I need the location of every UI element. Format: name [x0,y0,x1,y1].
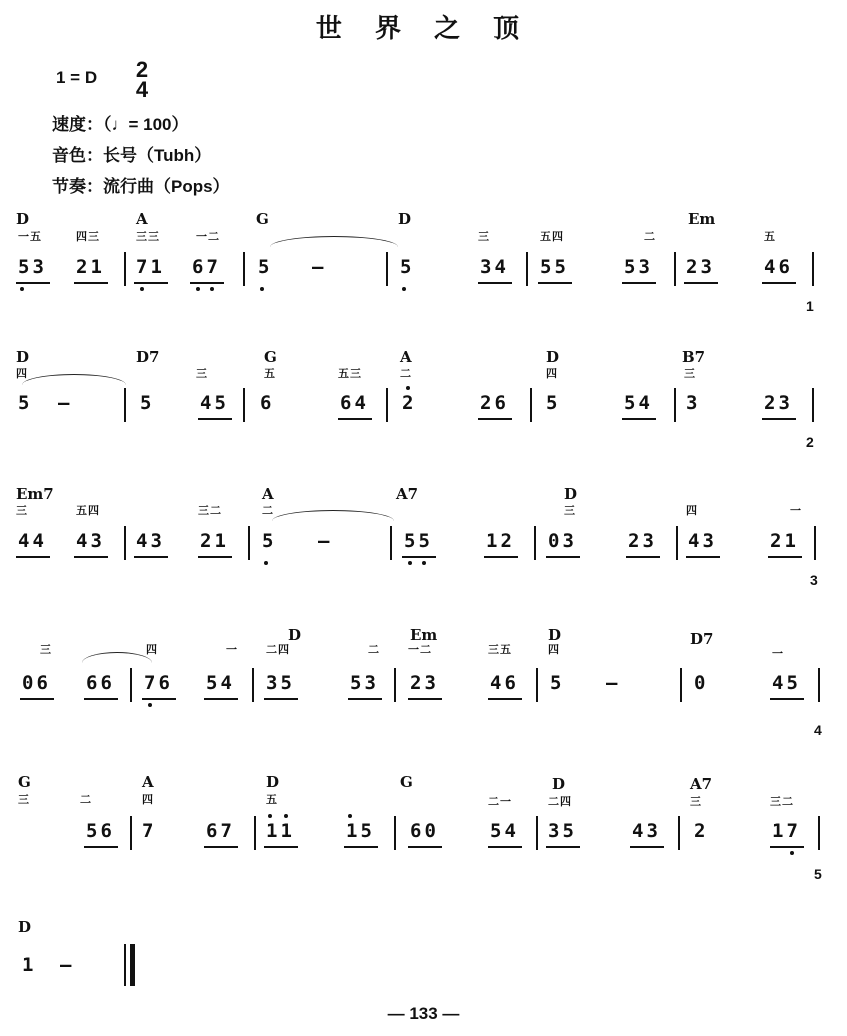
octave-dot [148,703,152,707]
bass-marker: 四 [142,793,154,806]
bar-line [678,816,680,850]
note-group: 46 [490,672,519,694]
bass-marker: 一二 [408,643,432,656]
note-group: 26 [480,392,509,414]
note-group: 53 [350,672,379,694]
note-group: 76 [144,672,173,694]
underline [626,556,660,558]
chord: A [136,210,148,228]
bass-marker: 一 [772,647,784,660]
underline [84,698,118,700]
bass-marker: 三 [564,504,576,517]
chord: Em7 [16,485,54,503]
bass-marker: 四三 [76,230,100,243]
note-group: 3 [686,392,701,414]
note-group: 54 [490,820,519,842]
note-group: 54 [206,672,235,694]
bass-marker: 五四 [76,504,100,517]
page-number: — 133 — [387,1004,460,1023]
bar-line [526,252,528,286]
octave-dot [260,287,264,291]
note-group: 5 [400,256,415,278]
tie-slur [272,510,394,521]
note-group: 64 [340,392,369,414]
bass-marker: 一 [226,643,238,656]
underline [684,282,718,284]
note-group: 2 [402,392,417,414]
bar-line [812,252,814,286]
bass-marker: 四 [686,504,698,517]
chord: A [142,773,154,791]
bar-line [812,388,814,422]
underline [478,418,512,420]
bar-line [536,668,538,702]
note-group: 43 [76,530,105,552]
note-group: 66 [86,672,115,694]
bar-line [248,526,250,560]
bass-marker: 三 [690,795,702,808]
chord: A7 [690,775,713,793]
octave-dot [20,287,24,291]
bar-line [390,526,392,560]
chord: G [400,773,413,791]
note-group: 1 [22,954,37,976]
note-group: 67 [206,820,235,842]
underline [488,698,522,700]
bar-line [674,252,676,286]
note-group: 0 [694,672,709,694]
bar-line [254,816,256,850]
note-group: 55 [404,530,433,552]
chord: D [16,348,30,366]
note-group: 7 [142,820,157,842]
note-group: 21 [200,530,229,552]
final-bar-line [130,944,135,986]
underline [264,698,298,700]
bass-marker: 四 [548,643,560,656]
note-group: 60 [410,820,439,842]
tempo-label: 速度：（♩= 100） [52,115,189,134]
chord: D [266,773,280,791]
bass-marker: 三 [16,504,28,517]
chord: D [548,626,562,644]
underline [484,556,518,558]
underline [198,418,232,420]
chord: D [18,918,32,936]
note-group: — [606,672,621,694]
bar-line [243,252,245,286]
note-group: 11 [266,820,295,842]
bar-line [534,526,536,560]
bar-line [674,388,676,422]
chord: G [264,348,277,366]
underline [770,698,804,700]
underline [768,556,802,558]
octave-dot [196,287,200,291]
underline [770,846,804,848]
chord: A [262,485,274,503]
note-group: 55 [540,256,569,278]
note-group: 5 [262,530,277,552]
bar-line [386,388,388,422]
tie-slur [82,652,152,663]
underline [762,418,796,420]
octave-dot [422,561,426,565]
octave-dot [140,287,144,291]
octave-dot [284,814,288,818]
note-group: 23 [764,392,793,414]
bass-marker: 三 [684,367,696,380]
tie-slur [270,236,398,247]
note-group: 43 [688,530,717,552]
bass-marker: 三 [196,367,208,380]
note-group: 15 [346,820,375,842]
rhythm-label: 节奏：流行曲（Pops） [52,177,230,196]
note-group: — [60,954,75,976]
bar-line [394,668,396,702]
underline [74,282,108,284]
bass-marker: 二 [368,643,380,656]
bass-marker: 五 [264,367,276,380]
bass-marker: 二 [80,793,92,806]
note-group: 35 [266,672,295,694]
note-group: 6 [260,392,275,414]
underline [538,282,572,284]
note-group: 46 [764,256,793,278]
underline [338,418,372,420]
chord: D [552,775,566,793]
underline [408,698,442,700]
chord: D7 [136,348,160,366]
time-signature-bottom: 4 [135,77,149,102]
underline [488,846,522,848]
bass-marker: 三 [18,793,30,806]
note-group: 2 [694,820,709,842]
note-group: — [318,530,333,552]
underline [546,846,580,848]
chord: Em [688,210,716,228]
bass-marker: 四 [146,643,158,656]
note-group: 17 [772,820,801,842]
bass-marker: 三二 [198,504,222,517]
bar-line [680,668,682,702]
underline [630,846,664,848]
chord: G [256,210,269,228]
note-group: 5 [140,392,155,414]
bass-marker: 二 [262,504,274,517]
underline [74,556,108,558]
bass-marker: 五 [764,230,776,243]
bar-line [818,668,820,702]
bar-line [676,526,678,560]
underline [84,846,118,848]
chord: D [564,485,578,503]
note-group: 43 [136,530,165,552]
note-group: 23 [686,256,715,278]
note-group: 12 [486,530,515,552]
bass-marker: 五四 [540,230,564,243]
underline [546,556,580,558]
time-signature [128,57,156,102]
bass-marker: 二 [400,367,412,380]
bass-marker: 三 [478,230,490,243]
note-group: 45 [772,672,801,694]
page-title: 世 界 之 顶 [315,14,532,44]
chord: D [398,210,412,228]
note-group: 43 [632,820,661,842]
chord: Em [410,626,438,644]
bass-marker: 三三 [136,230,160,243]
note-group: 45 [200,392,229,414]
underline [20,698,54,700]
underline [134,282,168,284]
key-signature: 1 = D [56,68,98,87]
bass-marker: 二一 [488,795,512,808]
bar-line [818,816,820,850]
time-signature-top: 2 [135,57,149,82]
bass-marker: 一五 [18,230,42,243]
note-group: 23 [410,672,439,694]
row-number: 1 [806,298,814,314]
bar-line [814,526,816,560]
note-group: — [312,256,327,278]
bar-line [394,816,396,850]
row-number: 5 [814,866,822,882]
chord: D [288,626,302,644]
underline [16,282,50,284]
bass-marker: 二四 [548,795,572,808]
underline [402,556,436,558]
chord: B7 [682,348,706,366]
bar-line [124,388,126,422]
bar-line [252,668,254,702]
bar-line [124,252,126,286]
octave-dot [406,386,410,390]
bass-marker: 三二 [770,795,794,808]
note-group: 53 [624,256,653,278]
underline [204,846,238,848]
chord: D [546,348,560,366]
underline [348,698,382,700]
bass-marker: 三五 [488,643,512,656]
bar-line [130,816,132,850]
note-group: 21 [770,530,799,552]
bar-line [124,526,126,560]
note-group: 54 [624,392,653,414]
row-number: 4 [814,722,822,738]
row-number: 2 [806,434,814,450]
underline [190,282,224,284]
note-group: 44 [18,530,47,552]
bar-line [243,388,245,422]
octave-dot [402,287,406,291]
octave-dot [268,814,272,818]
note-group: 71 [136,256,165,278]
timbre-label: 音色：长号（Tubh） [52,146,212,165]
note-group: 5 [258,256,273,278]
note-group: 5 [550,672,565,694]
bass-marker: 五 [266,793,278,806]
note-group: 03 [548,530,577,552]
tie-slur [22,374,126,385]
underline [622,418,656,420]
bar-line [130,668,132,702]
underline [204,698,238,700]
note-group: 53 [18,256,47,278]
note-group: 67 [192,256,221,278]
note-group: 06 [22,672,51,694]
underline [264,846,298,848]
octave-dot [210,287,214,291]
note-group: 35 [548,820,577,842]
underline [408,846,442,848]
octave-dot [348,814,352,818]
underline [16,556,50,558]
underline [198,556,232,558]
note-group: 23 [628,530,657,552]
bar-line [386,252,388,286]
octave-dot [408,561,412,565]
underline [622,282,656,284]
underline [134,556,168,558]
bass-marker: 一二 [196,230,220,243]
note-group: 21 [76,256,105,278]
note-group: 34 [480,256,509,278]
final-bar-line [124,944,126,986]
bass-marker: 一 [790,504,802,517]
underline [478,282,512,284]
bass-marker: 四 [16,367,28,380]
underline [762,282,796,284]
note-group: 5 [546,392,561,414]
underline [344,846,378,848]
note-group: — [58,392,73,414]
bass-marker: 三 [40,643,52,656]
bar-line [536,816,538,850]
underline [686,556,720,558]
bass-marker: 五三 [338,367,362,380]
note-group: 5 [18,392,33,414]
note-group: 56 [86,820,115,842]
chord: D7 [690,630,714,648]
row-number: 3 [810,572,818,588]
bass-marker: 二 [644,230,656,243]
octave-dot [264,561,268,565]
chord: A7 [396,485,419,503]
octave-dot [790,851,794,855]
bar-line [530,388,532,422]
bass-marker: 四 [546,367,558,380]
chord: G [18,773,31,791]
underline [142,698,176,700]
bass-marker: 二四 [266,643,290,656]
chord: A [400,348,412,366]
chord: D [16,210,30,228]
